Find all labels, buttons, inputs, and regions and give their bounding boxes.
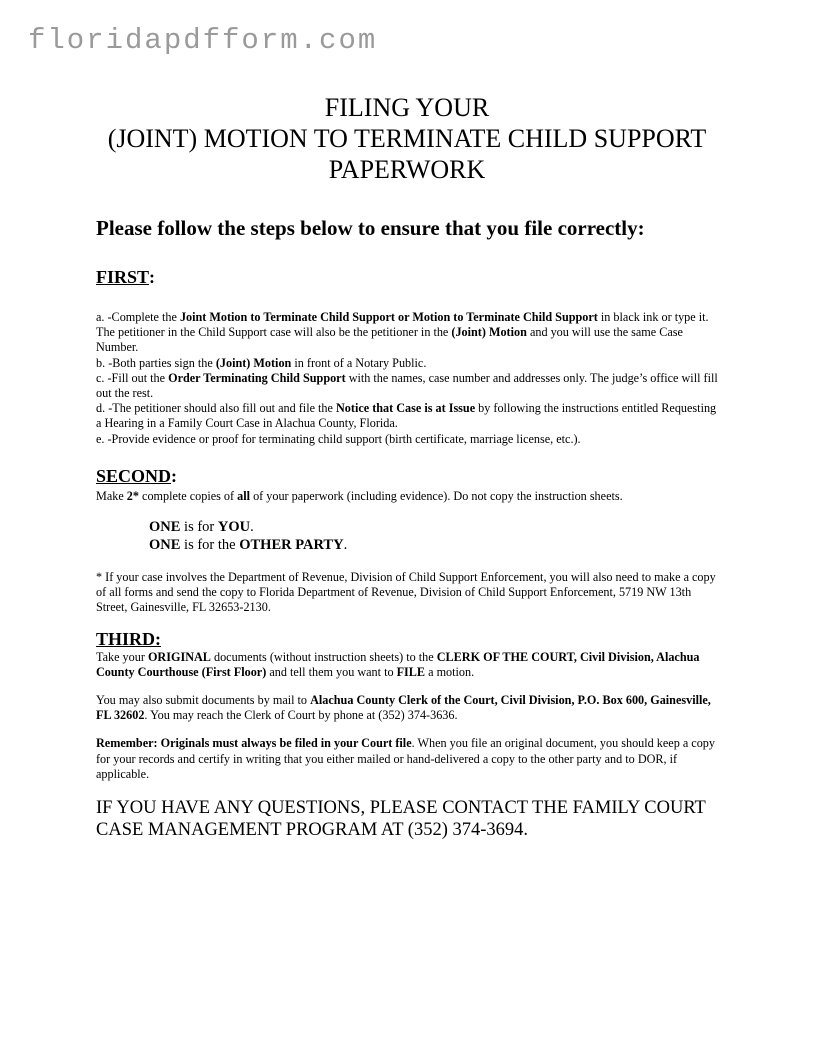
step-a-prefix: a. -Complete the (96, 310, 180, 324)
step-c (96, 371, 720, 401)
third-paragraph-3 (96, 736, 720, 782)
second-intro-suffix: of your paperwork (including evidence). Do not copy the instruction sheets. (250, 488, 623, 503)
step-b-motion: (Joint) Motion (215, 355, 292, 370)
copy-2-other-party: OTHER PARTY (239, 537, 344, 554)
first-heading-text: FIRST (96, 267, 150, 287)
step-d-prefix: d. -The petitioner should also fill out and file the (96, 401, 336, 416)
third-p1-file: FILE (396, 664, 426, 679)
step-c-order: Order Terminating Child Support (168, 370, 346, 385)
third-p3-suffix: . When you file an original document, you should keep a copy for your records and certify in writing that you either mailed or hand-delivered a copy to the other party and to DOR, if applicable. (96, 736, 715, 781)
step-b (96, 356, 720, 371)
step-c-suffix: with the names, case number and addresses only. The judge’s office will fill out the rest. (96, 370, 718, 401)
step-a-form-name: Joint Motion to Terminate Child Support or Motion to Terminate Child Support (179, 310, 598, 324)
second-intro (96, 489, 720, 504)
copy-2-suffix: . (343, 537, 348, 554)
third-p1-clerk: CLERK OF THE COURT, Civil Division, Alachua County Courthouse (First Floor) (96, 649, 700, 679)
step-a-motion: (Joint) Motion (451, 325, 527, 340)
instructions-subtitle: Please follow the steps below to ensure that you file correctly: (96, 216, 645, 240)
document-page (96, 92, 720, 841)
copy-1-one: ONE (149, 519, 181, 536)
third-paragraph-1 (96, 650, 720, 680)
contact-notice: IF YOU HAVE ANY QUESTIONS, PLEASE CONTACT THE FAMILY COURT CASE MANAGEMENT PROGRAM AT (352) 374-3694. (96, 798, 706, 841)
page-title (82, 92, 732, 185)
title-line-3: PAPERWORK (328, 155, 486, 184)
mailing-address: Alachua County Clerk of the Court, Civil Division, P.O. Box 600, Gainesville, FL 32602 (96, 693, 711, 723)
copies-list (149, 518, 720, 554)
third-p2-suffix: . You may reach the Clerk of Court by phone at (352) 374-3636. (144, 708, 458, 723)
third-p1-mid1: documents (without instruction sheets) to the (210, 649, 437, 664)
copy-1-suffix: . (250, 519, 254, 536)
step-b-suffix: in front of a Notary Public. (291, 355, 427, 370)
reminder-bold: Remember: Originals must always be filed in your Court file (96, 736, 412, 751)
copies-count: 2* (126, 488, 139, 503)
third-p2-prefix: You may also submit documents by mail to (96, 693, 311, 708)
section-heading-second: SECOND: (96, 465, 178, 486)
step-c-prefix: c. -Fill out the (96, 370, 169, 385)
step-d (96, 401, 720, 431)
third-p1-suffix: a motion. (425, 664, 475, 679)
title-line-2: (JOINT) MOTION TO TERMINATE CHILD SUPPORT (107, 124, 707, 153)
step-a (96, 310, 720, 356)
copy-2-one: ONE (149, 537, 181, 554)
watermark-text: floridapdfform.com (28, 24, 378, 57)
title-line-1: FILING YOUR (324, 93, 490, 122)
section-heading-third: THIRD: (96, 628, 162, 649)
step-d-notice: Notice that Case is at Issue (335, 401, 476, 416)
copy-1-you: YOU (217, 519, 251, 536)
step-d-suffix: by following the instructions entitled Requesting a Hearing in a Family Court Case in Alachua County, Florida. (96, 401, 717, 431)
copy-for-you (149, 518, 720, 536)
third-p1-original: ORIGINAL (147, 649, 211, 664)
step-b-prefix: b. -Both parties sign the (96, 355, 216, 370)
section-heading-first: FIRST: (96, 267, 156, 287)
step-a-suffix: and you will use the same Case Number. (96, 325, 683, 355)
second-heading-text: SECOND (96, 465, 172, 486)
third-p1-mid2: and tell them you want to (266, 664, 397, 679)
step-e: e. -Provide evidence or proof for terminating child support (birth certificate, marriage license, etc.). (96, 431, 581, 446)
first-steps-list (96, 310, 720, 447)
third-paragraph-2 (96, 693, 720, 723)
dor-note: * If your case involves the Department of Revenue, Division of Child Support Enforcement, you will also need to make a copy of all forms and send the copy to Florida Department of Revenue, Division of Child Support Enforcement, 5719 NW 13th Street, Gainesville, FL 32653-2130. (96, 570, 716, 615)
second-intro-prefix: Make (96, 488, 127, 503)
second-intro-all: all (237, 488, 251, 503)
second-intro-mid: complete copies of (138, 488, 238, 503)
step-a-text: in black ink or type it. The petitioner in the Child Support case will also be the petitioner in the (96, 310, 709, 340)
copy-for-other-party (149, 536, 720, 554)
third-p1-prefix: Take your (96, 649, 148, 664)
copy-2-mid: is for the (180, 537, 240, 554)
copy-1-mid: is for (180, 519, 218, 536)
